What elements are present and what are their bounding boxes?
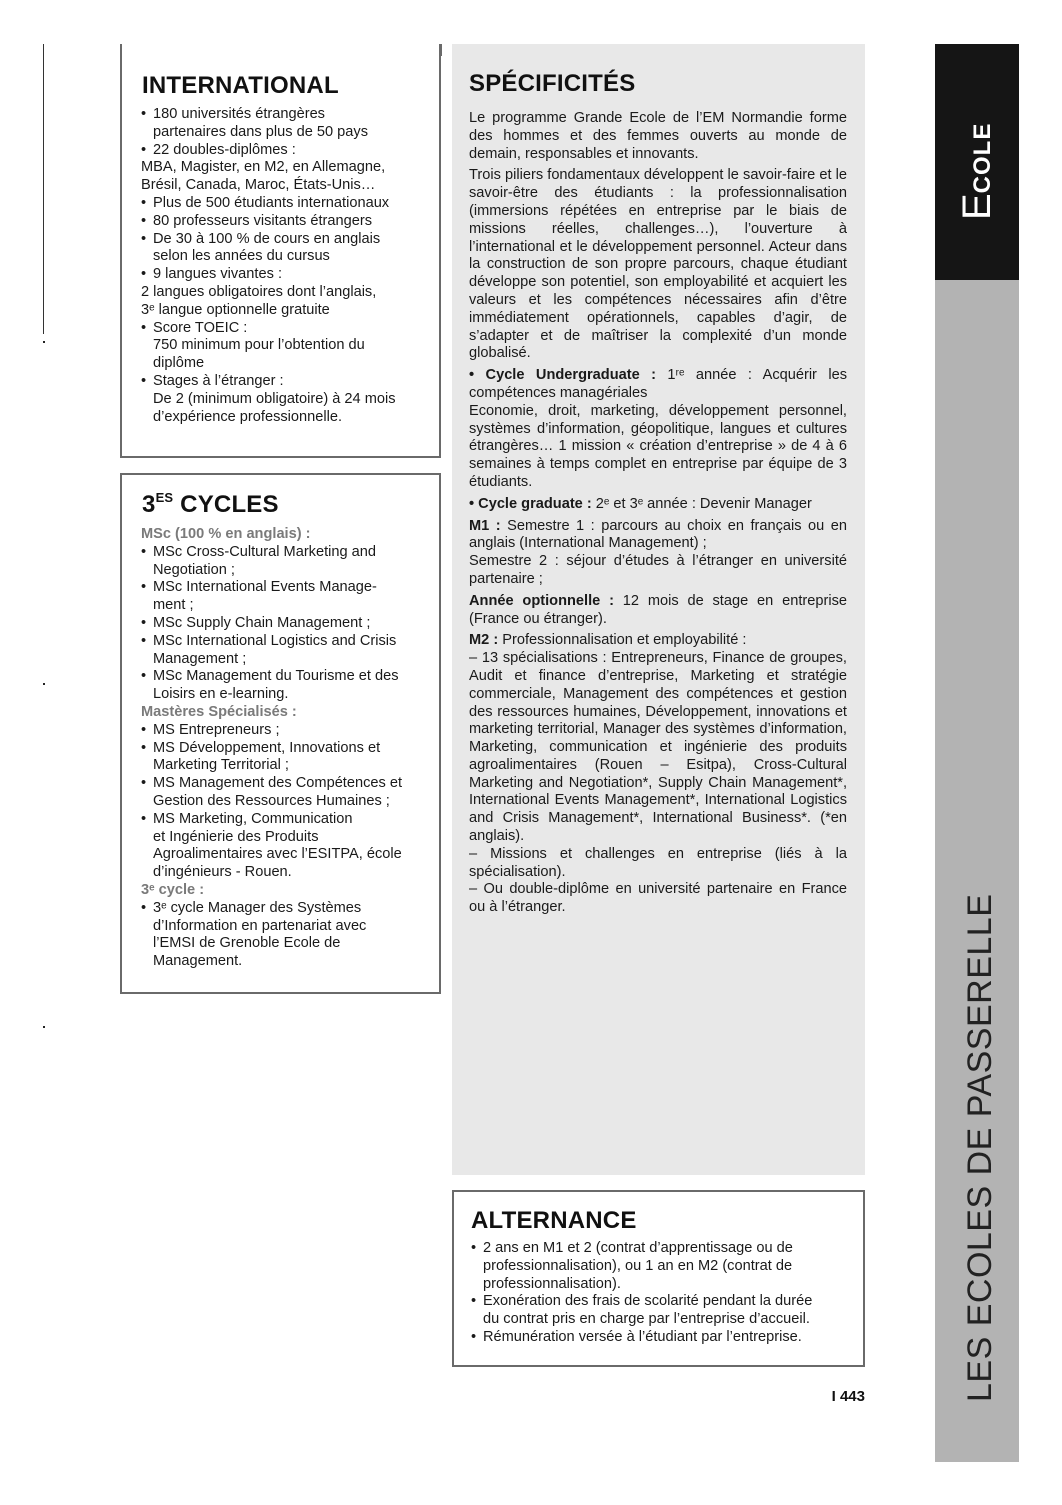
list-item: • Stages à l’étranger : [141, 373, 431, 391]
spec-pillars: Trois piliers fondamentaux développent le savoir-faire et le savoir-être des étudiants : la professionnalisation (immersions répétées en entreprise par le biais de missions réelles, challenges…), l’ouverture à l’international et le développement personnel. Acteur dans la construction de son propre parcours, chaque étudiant développe son potentiel, son employabilité et acquiert les valeurs et les compétences nécessaires afin d’être immédiatement opérationnels, capables d’agir, de s’adapter et de maîtriser la complexité d’un monde globalisé. [469, 167, 847, 362]
spec-m2-missions: – Missions et challenges en entreprise (liés à la spécialisation). [469, 845, 847, 880]
list-item: • MS Entrepreneurs ; [141, 722, 431, 740]
international-list [141, 106, 431, 426]
list-item-continuation: ment ; [153, 597, 194, 614]
spec-graduate [469, 496, 847, 514]
list-item-continuation: Negotiation ; [153, 561, 235, 578]
list-item-continuation: l’EMSI de Grenoble Ecole de [153, 935, 341, 952]
list-item: • MS Management des Compétences et [141, 775, 431, 793]
sidebar-passerelle-label: LES ECOLES DE PASSERELLE [961, 893, 999, 1402]
list-item-continuation: professionnalisation). [483, 1275, 621, 1292]
list-text-line: MBA, Magister, en M2, en Allemagne, [141, 159, 386, 176]
list-item-continuation: professionnalisation), ou 1 an en M2 (contrat de [483, 1257, 793, 1274]
spec-undergraduate-body: Economie, droit, marketing, développement personnel, systèmes d’information, géopolitique, langues et cultures étrangères… 1 mission « création d’entreprise » de 4 à 6 semaines à temps complet en entreprise par équipe de 3 étudiants. [469, 402, 847, 490]
g-label: • Cycle graduate : [469, 495, 592, 512]
list-item-continuation: d’ingénieurs - Rouen. [153, 864, 292, 881]
list-item-continuation: Agroalimentaires avec l’ESITPA, école [153, 846, 402, 863]
list-item-continuation: d’Information en partenariat avec [153, 917, 367, 934]
list-item-continuation: 750 minimum pour l’obtention du [153, 337, 365, 354]
list-item: • MS Développement, Innovations et [141, 740, 431, 758]
list-item-continuation: De 2 (minimum obligatoire) à 24 mois [153, 390, 396, 407]
list-item-continuation: selon les années du cursus [153, 248, 330, 265]
list-item-continuation: du contrat pris en charge par l’entreprise d’accueil. [483, 1311, 810, 1328]
list-subheading: 3ᵉ cycle : [141, 881, 205, 898]
spec-m1-s2: Semestre 2 : séjour d’études à l’étranger en université partenaire ; [469, 553, 847, 587]
list-item: • 3ᵉ cycle Manager des Systèmes [141, 900, 431, 918]
list-item-continuation: Management. [153, 953, 243, 970]
list-item: • 80 professeurs visitants étrangers [141, 213, 431, 231]
list-subheading: MSc (100 % en anglais) : [141, 526, 311, 542]
ao-text: 12 mois de stage en entreprise (France ou étranger). [469, 592, 847, 627]
list-item: • Exonération des frais de scolarité pendant la durée [471, 1293, 851, 1311]
spec-m2-double-degree: – Ou double-diplôme en université partenaire en France ou à l’étranger. [469, 881, 847, 916]
list-item-continuation: et Ingénierie des Produits [153, 828, 319, 845]
sidebar-tab-ecole [935, 44, 1019, 280]
cycles-title-sup: ES [155, 490, 174, 505]
list-item: • MS Marketing, Communication [141, 811, 431, 829]
ug-text: 1ʳᵉ année : Acquérir les compétences managériales [469, 367, 848, 401]
cycles-title [142, 490, 279, 519]
sidebar-ecole-label [955, 123, 1000, 220]
spec-m2 [469, 632, 847, 650]
spec-intro: Le programme Grande Ecole de l’EM Normandie forme des hommes et des femmes ouverts au monde de demain, responsables et innovants. [469, 110, 847, 162]
list-subheading: Mastères Spécialisés : [141, 703, 297, 720]
cycles-title-num: 3 [142, 491, 156, 518]
margin-mark [43, 683, 45, 685]
list-item: • 180 universités étrangères [141, 106, 431, 124]
m1-label: M1 : [469, 517, 501, 534]
ao-label: Année optionnelle : [469, 592, 614, 609]
alternance-section [452, 1190, 865, 1367]
list-item: • MSc International Events Manage- [141, 579, 431, 597]
g-text: 2ᵉ et 3ᵉ année : Devenir Manager [591, 495, 812, 512]
specificites-section [452, 44, 865, 1175]
list-item: • MSc International Logistics and Crisis [141, 633, 431, 651]
spec-undergraduate [469, 367, 847, 403]
m2-text: Professionnalisation et employabilité : [498, 632, 747, 649]
list-item-continuation: Gestion des Ressources Humaines ; [153, 792, 390, 809]
list-item-continuation: partenaires dans plus de 50 pays [153, 123, 368, 140]
cycles-list [141, 526, 431, 971]
list-item: • MSc Cross-Cultural Marketing and [141, 544, 431, 562]
margin-mark [43, 341, 45, 343]
list-text-line: 2 langues obligatoires dont l’anglais, [141, 283, 377, 300]
list-item-continuation: Management ; [153, 650, 247, 667]
list-item: • 2 ans en M1 et 2 (contrat d’apprentissage ou de [471, 1240, 851, 1258]
margin-mark [43, 1026, 45, 1028]
ecole-rest: COLE [969, 122, 996, 194]
list-item: • De 30 à 100 % de cours en anglais [141, 231, 431, 249]
spec-optional-year [469, 593, 847, 629]
column-divider [440, 44, 442, 56]
margin-rule [43, 44, 44, 334]
ug-label: • Cycle Undergraduate : [469, 367, 656, 384]
list-item-continuation: diplôme [153, 355, 205, 372]
list-item: • Plus de 500 étudiants internationaux [141, 195, 431, 213]
list-item: • Rémunération versée à l’étudiant par l’entreprise. [471, 1329, 851, 1347]
spec-m2-specializations: – 13 spécialisations : Entrepreneurs, Finance de groupes, Audit et finance d’entreprise, Marketing et stratégie commerciale, Management des compétences et gestion des ressources humaines, Développement, innovations et marketing territorial, Manager des systèmes d’information, Marketing, communication et ingénierie des produits agroalimentaires (Rouen – Esitpa), Cross-Cultural Marketing and Negotiation*, Supply Chain Management*, International Events Management*, International Logistics and Crisis Management*, International Business*. (*en anglais). [469, 650, 847, 845]
page-number: I 443 [831, 1388, 865, 1405]
list-item: • 22 doubles-diplômes : [141, 142, 431, 160]
m1-text: Semestre 1 : parcours au choix en français ou en anglais (International Management) ; [469, 517, 848, 552]
list-item-continuation: d’expérience professionnelle. [153, 408, 343, 425]
m2-label: M2 : [469, 632, 499, 649]
alternance-list [471, 1240, 851, 1347]
alternance-title: ALTERNANCE [471, 1207, 637, 1234]
sidebar-band [935, 280, 1019, 1462]
ecole-first-letter: E [955, 193, 999, 220]
specificites-title: SPÉCIFICITÉS [469, 70, 636, 97]
international-title: INTERNATIONAL [142, 72, 339, 99]
list-item-continuation: Loisirs en e-learning. [153, 686, 289, 703]
list-text-line: Brésil, Canada, Maroc, États-Unis… [141, 177, 376, 194]
cycles-title-rest: CYCLES [173, 491, 279, 518]
list-text-line: 3ᵉ langue optionnelle gratuite [141, 301, 330, 318]
spec-m1 [469, 518, 847, 554]
list-item: • Score TOEIC : [141, 320, 431, 338]
list-item: • 9 langues vivantes : [141, 266, 431, 284]
list-item: • MSc Management du Tourisme et des [141, 668, 431, 686]
list-item: • MSc Supply Chain Management ; [141, 615, 431, 633]
list-item-continuation: Marketing Territorial ; [153, 757, 289, 774]
cycles-section [120, 473, 441, 994]
international-section [120, 44, 441, 458]
